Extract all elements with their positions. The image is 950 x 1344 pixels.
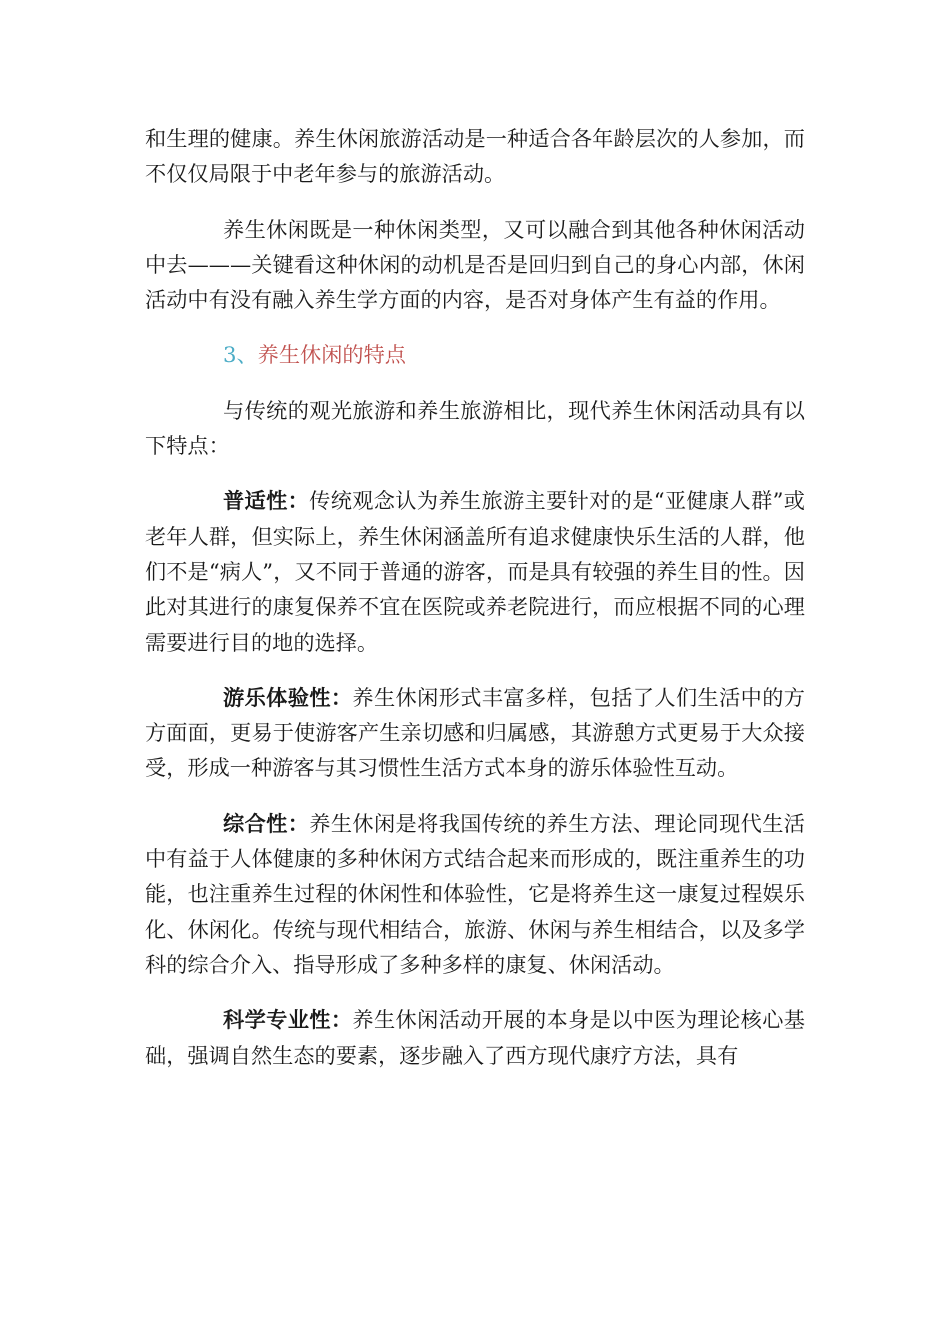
paragraph-leisure-type: 养生休闲既是一种休闲类型，又可以融合到其他各种休闲活动中去———关键看这种休闲的动机是否是回归到自己的身心内部，休闲活动中有没有融入养生学方面的内容，是否对身体产生有益的作用。 xyxy=(145,216,805,313)
paragraph-health-continuation: 和生理的健康。养生休闲旅游活动是一种适合各年龄层次的人参加，而不仅仅局限于中老年参与的旅游活动。 xyxy=(145,126,805,187)
document-body xyxy=(145,121,805,1093)
feature-universality xyxy=(145,483,805,659)
feature-text: 养生休闲活动开展的本身是以中医为理论核心基础，强调自然生态的要素，逐步融入了西方现代康疗方法，具有 xyxy=(145,1007,805,1068)
feature-term: 普适性： xyxy=(223,488,310,514)
feature-scientific-professional xyxy=(145,1002,805,1073)
feature-entertainment-experience xyxy=(145,680,805,786)
feature-term: 游乐体验性： xyxy=(223,684,353,710)
paragraph-features-intro: 与传统的观光旅游和养生旅游相比，现代养生休闲活动具有以下特点： xyxy=(145,397,805,459)
feature-term: 科学专业性： xyxy=(223,1007,353,1033)
feature-text: 传统观念认为养生旅游主要针对的是“亚健康人群”或老年人群，但实际上，养生休闲涵盖所有追求健康快乐生活的人群，他们不是“病人”，又不同于普通的游客，而是具有较强的养生目的性。因此对其进行的康复保养不宜在医院或养老院进行，而应根据不同的心理需要进行目的地的选择。 xyxy=(145,488,805,655)
section-heading-number: 3、 xyxy=(223,342,258,368)
feature-term: 综合性： xyxy=(223,810,310,836)
feature-text: 养生休闲形式丰富多样，包括了人们生活中的方方面面，更易于使游客产生亲切感和归属感，其游憩方式更易于大众接受，形成一种游客与其习惯性生活方式本身的游乐体验性互动。 xyxy=(145,684,805,781)
feature-comprehensiveness xyxy=(145,806,805,982)
section-heading xyxy=(145,337,805,372)
section-heading-title: 养生休闲的特点 xyxy=(257,342,406,368)
feature-text: 养生休闲是将我国传统的养生方法、理论同现代生活中有益于人体健康的多种休闲方式结合起来而形成的，既注重养生的功能，也注重养生过程的休闲性和体验性，它是将养生这一康复过程娱乐化、休闲化。传统与现代相结合，旅游、休闲与养生相结合，以及多学科的综合介入、指导形成了多种多样的康复、休闲活动。 xyxy=(145,810,805,977)
